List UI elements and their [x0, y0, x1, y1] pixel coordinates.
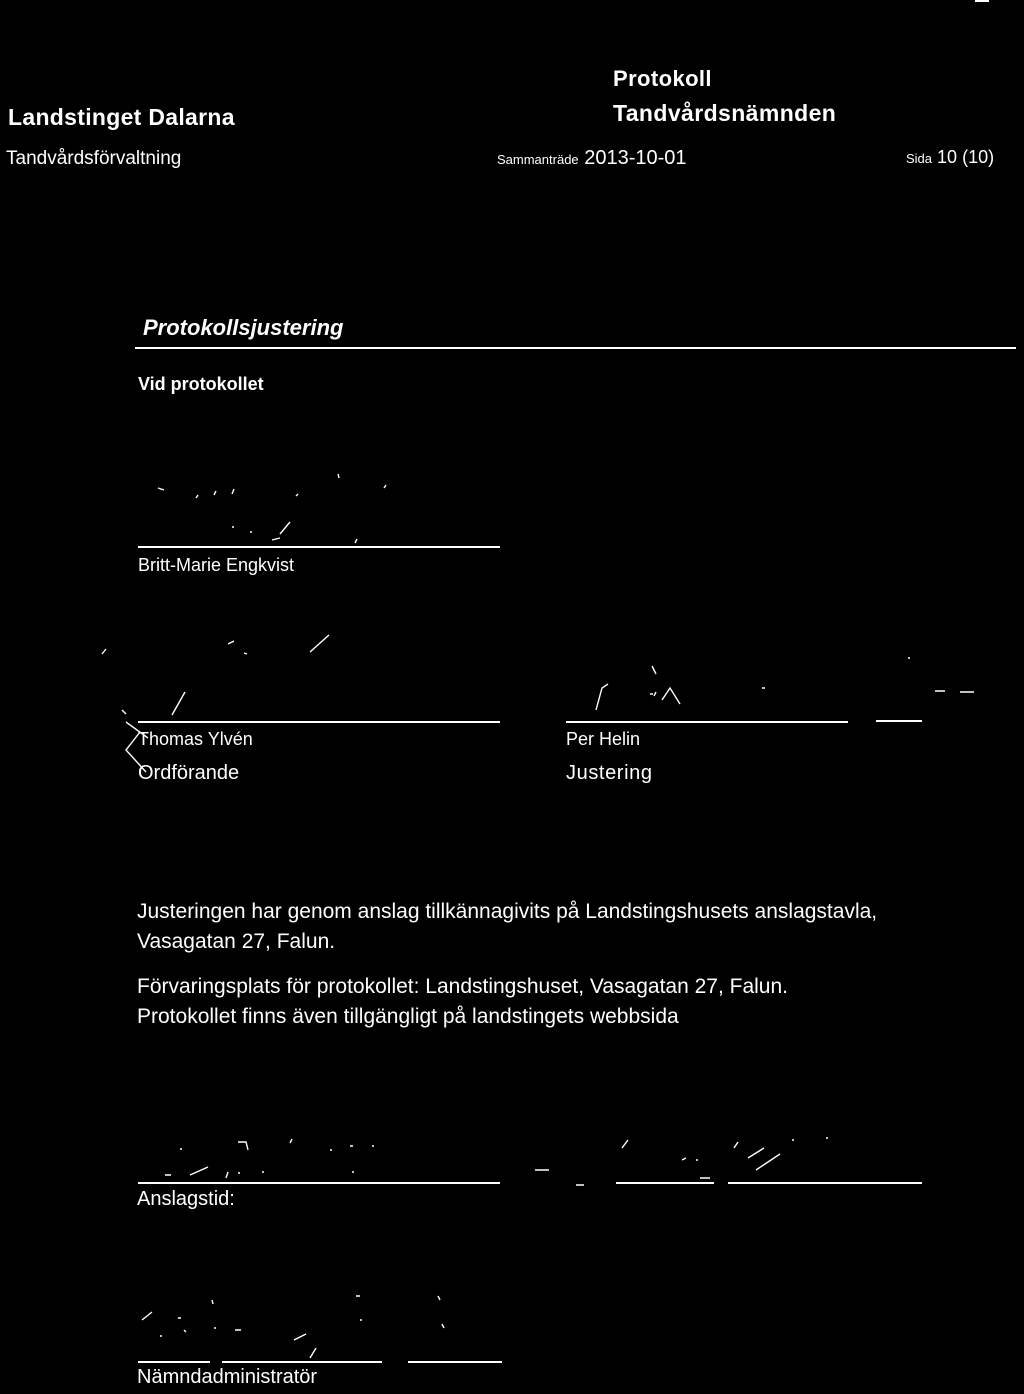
posting-end-line-b	[728, 1182, 922, 1184]
posting-start-line	[138, 1182, 500, 1184]
admin-signature-line-a	[138, 1361, 210, 1363]
board-name: Tandvårdsnämnden	[613, 100, 837, 126]
page-total: (10)	[962, 147, 995, 167]
section-title: Protokollsjustering	[143, 315, 344, 340]
organization-name: Landstinget Dalarna	[8, 104, 235, 130]
chair-role: Ordförande	[138, 762, 240, 784]
adjuster-signature	[596, 658, 974, 710]
adjuster-signature-line	[566, 721, 848, 723]
website-availability: Protokollet finns även tillgängligt på landstingets webbsida	[137, 1005, 679, 1028]
adjuster-name: Per Helin	[566, 729, 641, 749]
posting-end-line-a	[616, 1182, 714, 1184]
secretary-signature-line	[138, 546, 500, 548]
meeting-label: Sammanträde	[497, 152, 579, 167]
admin-signature-line-c	[408, 1361, 502, 1363]
page-label: Sida	[906, 151, 933, 166]
posting-notice: Justeringen har genom anslag tillkännagivits på Landstingshusets anslagstavla, Vasagatan 27, Falun.	[137, 900, 878, 953]
meeting-date: 2013-10-01	[584, 147, 687, 169]
posting-time-label: Anslagstid:	[137, 1188, 235, 1210]
secretary-name: Britt-Marie Engkvist	[138, 555, 295, 575]
document-type: Protokoll	[613, 66, 712, 91]
page-number: 10	[937, 147, 958, 167]
adjuster-role: Justering	[566, 762, 653, 784]
chair-signature-line	[138, 721, 500, 723]
admin-signature-line-b	[222, 1361, 382, 1363]
posting-date-marks	[165, 1138, 828, 1185]
adjuster-signature-line-extension	[876, 720, 922, 722]
admin-label: Nämndadministratör	[137, 1366, 318, 1388]
intro-label: Vid protokollet	[138, 374, 264, 394]
chair-name: Thomas Ylvén	[138, 729, 253, 749]
chair-signature	[102, 635, 329, 772]
department-name: Tandvårdsförvaltning	[6, 148, 182, 169]
admin-marks	[142, 1296, 444, 1358]
secretary-signature	[158, 474, 386, 543]
storage-location: Förvaringsplats för protokollet: Landstingshuset, Vasagatan 27, Falun.	[137, 975, 788, 998]
